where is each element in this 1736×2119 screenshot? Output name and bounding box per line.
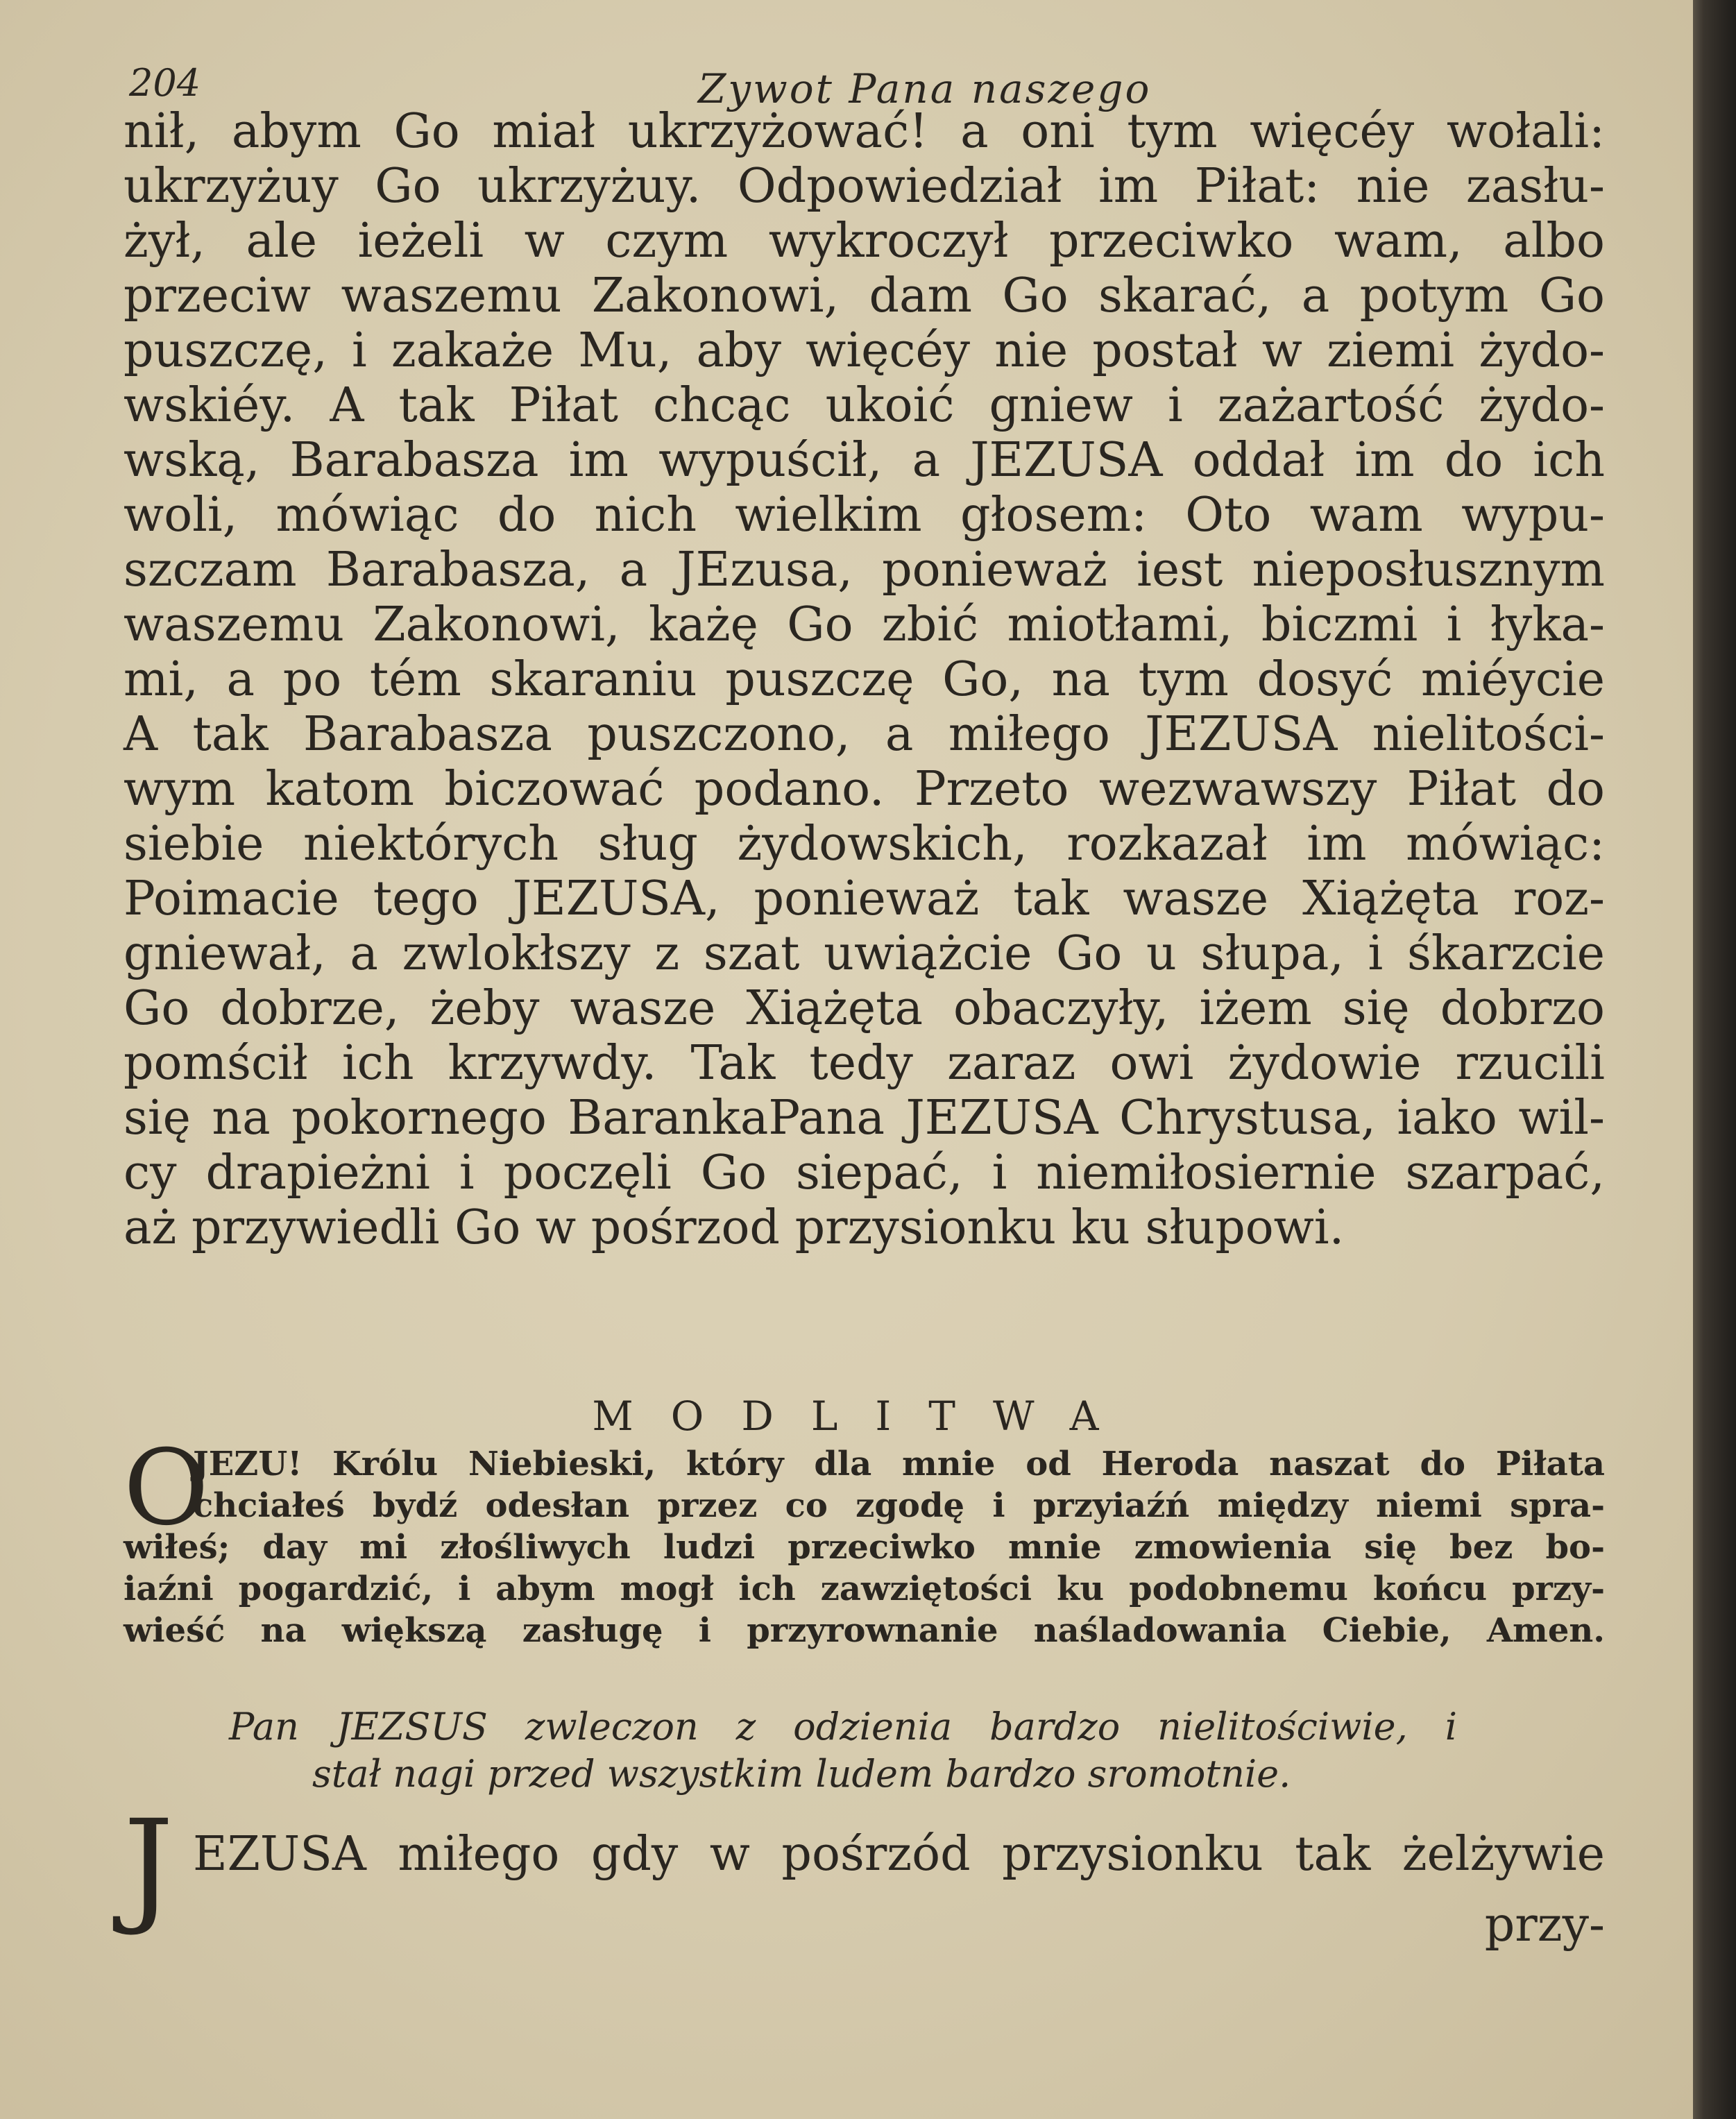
running-title: Zywot Pana naszego [698, 65, 1152, 112]
italic-heading-line: Pan JEZSUS zwleczon z odzienia bardzo nielitościwie, i [229, 1705, 1457, 1748]
text-line: pomścił ich krzywdy. Tak tedy zaraz owi żydowie rzucili [124, 1036, 1605, 1091]
prayer-line: wiłeś; day mi złośliwych ludzi przeciwko mnie zmowienia się bez bo- [124, 1528, 1605, 1567]
drop-cap: O [124, 1428, 209, 1549]
text-line: się na pokornego BarankaPana JEZUSA Chrystusa, iako wil- [124, 1091, 1605, 1146]
text-line: nił, abym Go miał ukrzyżować! a oni tym więcéy wołali: [124, 104, 1605, 159]
text-line: Poimacie tego JEZUSA, ponieważ tak wasze Xiążęta roz- [124, 871, 1605, 926]
text-line: A tak Barabasza puszczono, a miłego JEZUSA nielitości- [124, 707, 1605, 762]
text-line: szczam Barabasza, a JEzusa, ponieważ iest nieposłusznym [124, 543, 1605, 597]
prayer-line: wieść na większą zasługę i przyrownanie naśladowania Ciebie, Amen. [124, 1611, 1605, 1650]
text-line: waszemu Zakonowi, każę Go zbić miotłami, biczmi i łyka- [124, 597, 1605, 652]
prayer-line: JEZU! Królu Niebieski, który dla mnie od Heroda naszat do Piłata [193, 1445, 1605, 1483]
italic-section-heading [229, 1703, 1457, 1798]
catchword: przy- [1484, 1898, 1605, 1952]
italic-heading-line: stał nagi przed wszystkim ludem bardzo sromotnie. [312, 1752, 1291, 1796]
prayer-line: chciałeś bydź odesłan przez co zgodę i przyiaźń między niemi spra- [193, 1486, 1605, 1525]
text-line: Go dobrze, żeby wasze Xiążęta obaczyły, iżem się dobrzo [124, 981, 1605, 1036]
text-line: ukrzyżuy Go ukrzyżuy. Odpowiedział im Piłat: nie zasłu- [124, 159, 1605, 214]
text-line: wym katom biczować podano. Przeto wezwawszy Piłat do [124, 762, 1605, 817]
text-line: wskiéy. A tak Piłat chcąc ukoić gniew i zażartość żydo- [124, 378, 1605, 433]
text-line: siebie niektórych sług żydowskich, rozkazał im mówiąc: [124, 817, 1605, 871]
prayer-block [124, 1428, 1605, 1651]
text-line: woli, mówiąc do nich wielkim głosem: Oto wam wypu- [124, 488, 1605, 543]
text-line: wską, Barabasza im wypuścił, a JEZUSA oddał im do ich [124, 433, 1605, 488]
next-section-start [124, 1794, 1605, 1960]
main-text-block [124, 104, 1605, 1255]
text-line: aż przywiedli Go w pośrzod przysionku ku słupowi. [124, 1200, 1345, 1255]
text-line: przeciw waszemu Zakonowi, dam Go skarać, a potym Go [124, 269, 1605, 323]
prayer-title: MODLITWA [592, 1393, 1137, 1440]
text-line: EZUSA miłego gdy w pośrzód przysionku tak żelżywie [193, 1827, 1605, 1882]
page-number: 204 [129, 61, 201, 105]
book-spine-edge [1686, 0, 1736, 2119]
text-line: puszczę, i zakaże Mu, aby więcéy nie postał w ziemi żydo- [124, 323, 1605, 378]
initial-letter: J [124, 1794, 174, 1939]
text-line: mi, a po tém skaraniu puszczę Go, na tym dosyć miéycie [124, 652, 1605, 707]
text-line: gniewał, a zwlokłszy z szat uwiążcie Go u słupa, i śkarzcie [124, 926, 1605, 981]
text-line: cy drapieżni i poczęli Go siepać, i niemiłosiernie szarpać, [124, 1146, 1605, 1200]
text-line: żył, ale ieżeli w czym wykroczył przeciwko wam, albo [124, 214, 1605, 269]
prayer-line: iaźni pogardzić, i abym mogł ich zawziętości ku podobnemu końcu przy- [124, 1569, 1605, 1608]
